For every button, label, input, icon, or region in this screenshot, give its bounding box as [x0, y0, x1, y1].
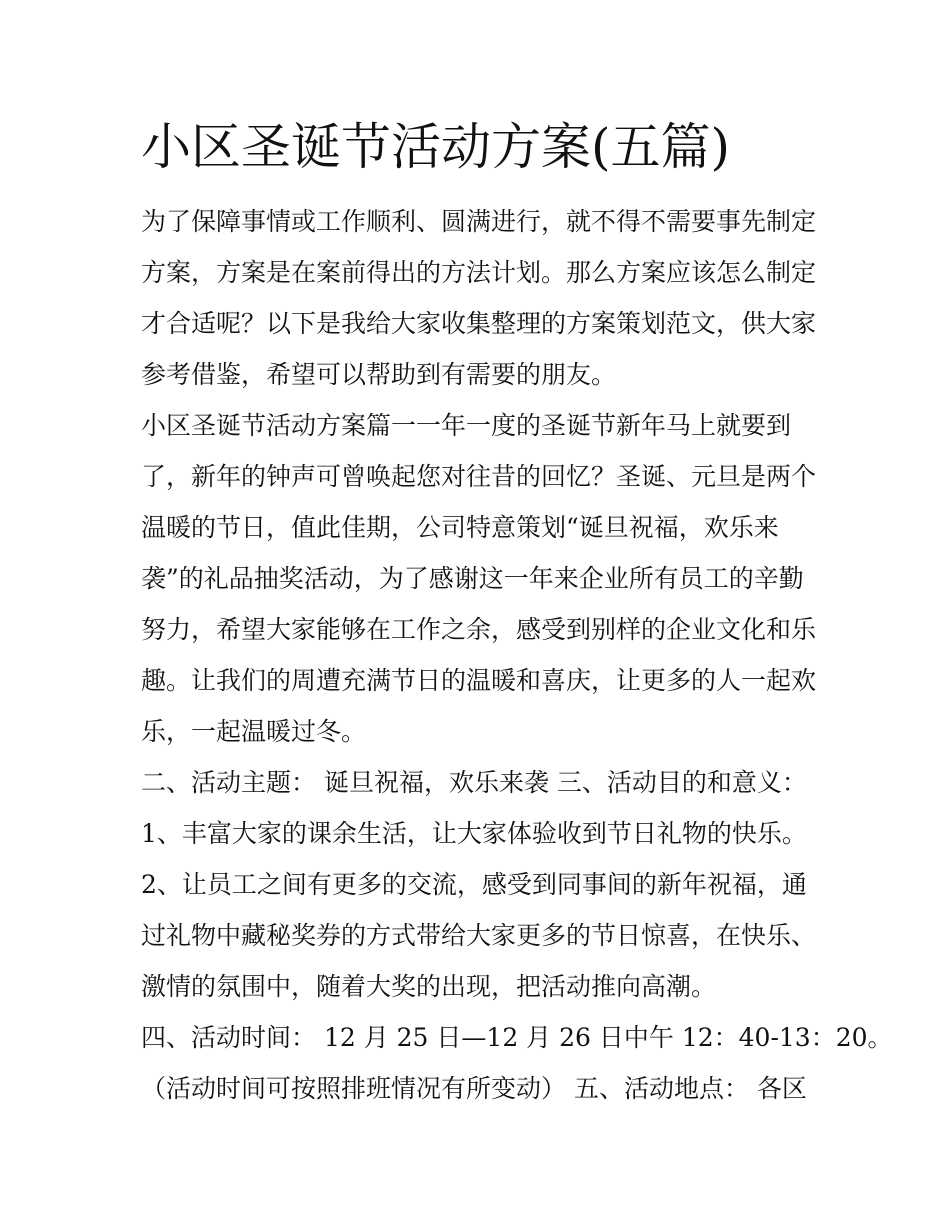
paragraph-line: （活动时间可按照排班情况有所变动） 五、活动地点： 各区	[141, 1074, 807, 1103]
paragraph-line: 参考借鉴，希望可以帮助到有需要的朋友。	[141, 360, 617, 389]
paragraph-line: 四、活动时间： 12 月 25 日—12 月 26 日中午 12：40-13：20。	[141, 1023, 893, 1052]
paragraph-line: 2、让员工之间有更多的交流，感受到同事间的新年祝福，通	[141, 870, 807, 899]
paragraph-line: 努力，希望大家能够在工作之余，感受到别样的企业文化和乐	[141, 615, 817, 644]
paragraph-line: 趣。让我们的周遭充满节日的温暖和喜庆，让更多的人一起欢	[141, 666, 817, 695]
paragraph-line: 为了保障事情或工作顺利、圆满进行，就不得不需要事先制定	[141, 207, 817, 236]
paragraph-line: 1、丰富大家的课余生活，让大家体验收到节日礼物的快乐。	[141, 819, 807, 848]
paragraph-line: 袭”的礼品抽奖活动，为了感谢这一年来企业所有员工的辛勤	[141, 564, 804, 593]
paragraph-line: 温暖的节日，值此佳期，公司特意策划“诞旦祝福，欢乐来	[141, 513, 779, 542]
paragraph-line: 激情的氛围中，随着大奖的出现，把活动推向高潮。	[141, 972, 717, 1001]
paragraph-line: 了，新年的钟声可曾唤起您对往昔的回忆？圣诞、元旦是两个	[141, 462, 817, 491]
paragraph-line: 二、活动主题： 诞旦祝福，欢乐来袭 三、活动目的和意义：	[141, 768, 807, 797]
paragraph-line: 方案，方案是在案前得出的方法计划。那么方案应该怎么制定	[141, 258, 817, 287]
paragraph-line: 才合适呢？以下是我给大家收集整理的方案策划范文，供大家	[141, 309, 817, 338]
paragraph-line: 过礼物中藏秘奖券的方式带给大家更多的节日惊喜，在快乐、	[141, 921, 817, 950]
document-title: 小区圣诞节活动方案(五篇)	[141, 118, 731, 176]
paragraph-line: 乐，一起温暖过冬。	[141, 717, 367, 746]
paragraph-line: 小区圣诞节活动方案篇一一年一度的圣诞节新年马上就要到	[141, 411, 792, 440]
